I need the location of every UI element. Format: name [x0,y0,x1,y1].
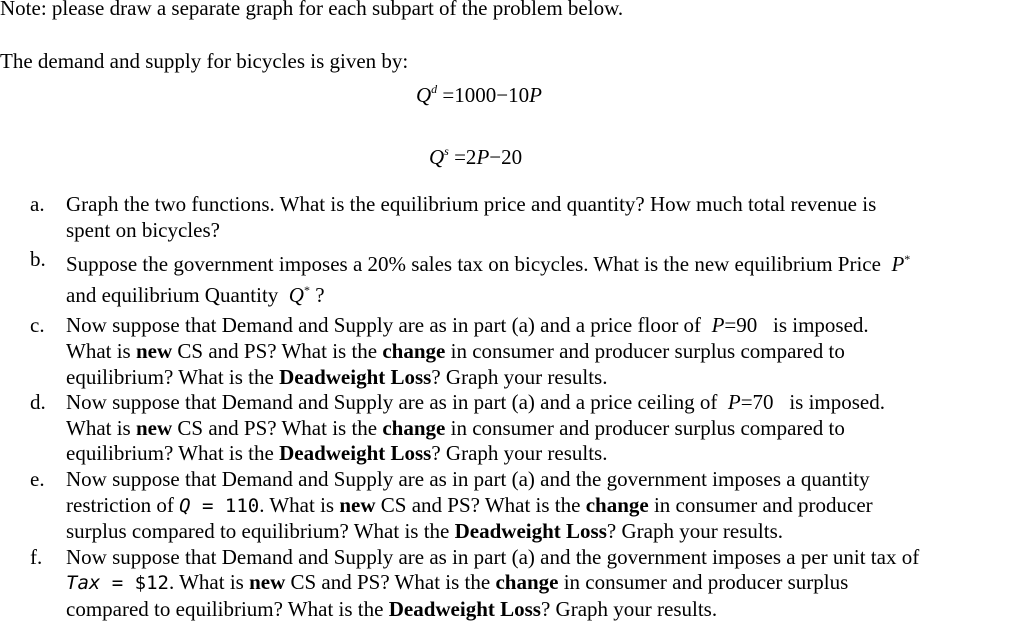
bold-new: new [339,492,376,517]
question-text: ? Graph your results. [540,596,718,621]
question-line [66,339,1010,365]
question-line [66,416,1010,442]
demand-p-symbol: P [529,83,542,107]
demand-q-symbol: Q [416,83,432,107]
bold-deadweight-loss: Deadweight Loss [279,441,432,466]
question-line: Graph the two functions. What is the equilibrium price and quantity? How much total revenue is [66,192,877,216]
bold-change: change [382,415,446,440]
question-text: ? Graph your results. [431,441,608,466]
q-star-symbol: Q [288,282,304,307]
bold-change: change [585,492,649,517]
bold-new: new [135,415,173,440]
question-marker: a. [30,192,45,216]
question-list [30,192,1010,623]
price-symbol: P [727,390,741,415]
question-marker: c. [30,313,45,338]
question-text: CS and PS? What is the [375,492,586,517]
question-c [30,313,1010,390]
p-star-superscript: * [904,252,911,267]
question-text: Now suppose that Demand and Supply are as in part (a) and a price ceiling of [66,390,718,415]
supply-p-symbol: P [476,145,490,169]
question-f [30,545,1010,623]
question-marker: e. [30,466,45,491]
quantity-restriction-value: = 110 [190,494,260,517]
q-star-superscript: * [303,282,310,297]
bold-deadweight-loss: Deadweight Loss [388,596,541,621]
demand-equation [416,75,542,109]
supply-tail: −20 [489,145,523,169]
intro-text: The demand and supply for bicycles is given by: [0,49,409,73]
question-text: in consumer and producer surplus [558,570,849,595]
question-text: CS and PS? What is the [172,338,383,363]
question-text: Suppose the government imposes a 20% sales tax on bicycles. What is the new equilibrium Price [66,252,881,277]
question-line [66,390,1010,416]
question-text: Now suppose that Demand and Supply are as in part (a) and a price floor of [66,313,702,338]
question-line [66,597,1010,623]
question-line [66,313,1010,339]
question-text: What is [66,415,136,440]
question-text: in consumer and producer [648,492,873,517]
demand-superscript: d [431,82,438,96]
question-text: ? Graph your results. [606,519,784,544]
question-marker: b. [30,247,46,272]
p-star-symbol: P [891,252,905,277]
price-floor-value: =90 [724,313,758,338]
question-text: What is [66,338,136,363]
note-text: Note: please draw a separate graph for each subpart of the problem below. [0,0,624,20]
question-line: Now suppose that Demand and Supply are as in part (a) and the government imposes a per unit tax of [66,544,920,569]
question-d [30,390,1010,467]
tax-value: = $12 [100,572,169,595]
question-line [66,365,1010,391]
question-line [66,278,1010,309]
supply-rhs: =2 [448,145,477,169]
question-text: . What is [168,570,250,595]
question-text: in consumer and producer surplus compared to [445,415,845,440]
question-b [30,247,1010,308]
question-a [30,192,1010,243]
bold-deadweight-loss: Deadweight Loss [454,519,607,544]
question-text: in consumer and producer surplus compared to [445,338,845,363]
question-line [66,493,1010,520]
question-line: Now suppose that Demand and Supply are as in part (a) and the government imposes a quantity [66,466,870,491]
question-text: CS and PS? What is the [172,415,383,440]
quantity-symbol: Q [179,494,191,517]
question-text: ? Graph your results. [431,364,608,389]
question-text: CS and PS? What is the [285,570,496,595]
question-e [30,467,1010,545]
bold-deadweight-loss: Deadweight Loss [279,364,432,389]
question-text: ? [315,282,325,307]
question-text: restriction of [66,492,180,517]
question-text: surplus compared to equilibrium? What is the [66,519,455,544]
question-text: . What is [259,492,340,517]
question-text: compared to equilibrium? What is the [66,596,389,621]
question-text: equilibrium? What is the [66,364,280,389]
supply-equation [429,137,522,171]
question-line [66,570,1010,597]
question-text: equilibrium? What is the [66,441,280,466]
question-text: is imposed. [789,390,885,415]
question-line [66,519,1010,545]
bold-change: change [495,570,559,595]
question-line: spent on bicycles? [66,217,220,242]
question-marker: d. [30,390,46,415]
question-line [66,441,1010,467]
question-text: is imposed. [772,313,869,338]
bold-new: new [249,570,286,595]
demand-rhs: =1000−10 [437,83,530,107]
supply-superscript: s [444,144,449,158]
supply-q-symbol: Q [429,145,445,169]
price-ceiling-value: =70 [740,390,774,415]
question-line [66,247,1010,278]
question-text: and equilibrium Quantity [66,282,279,307]
tax-symbol: Tax [66,572,101,595]
bold-change: change [382,338,446,363]
price-symbol: P [711,313,725,338]
question-marker: f. [30,544,43,569]
bold-new: new [135,338,173,363]
